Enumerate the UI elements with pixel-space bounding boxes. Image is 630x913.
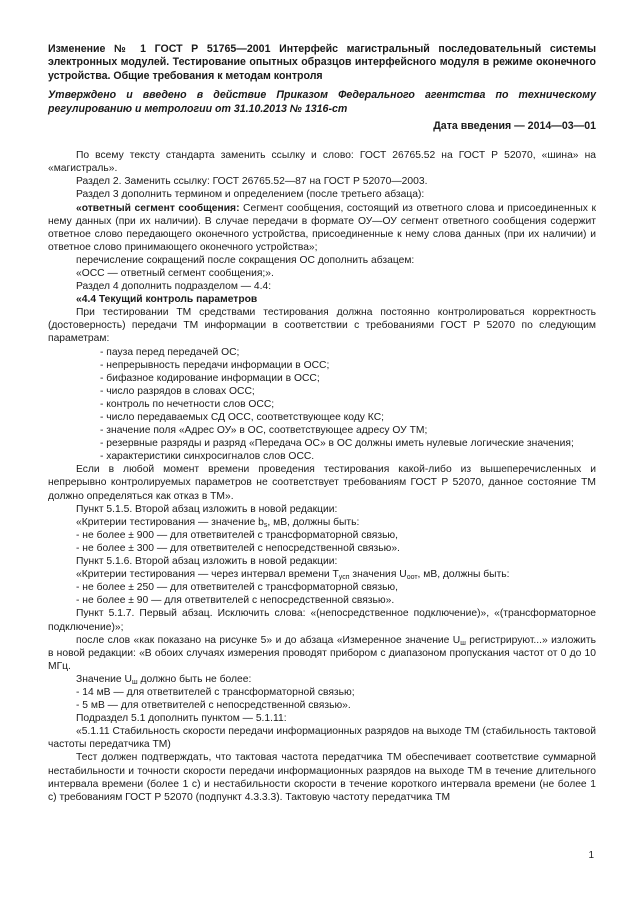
paragraph: Пункт 5.1.5. Второй абзац изложить в новой редакции: — [76, 503, 338, 515]
paragraph: Раздел 3 дополнить термином и определением (после третьего абзаца): — [76, 189, 425, 201]
list-item: - значение поля «Адрес ОУ» в ОС, соответствующее адресу ОУ ТМ; — [100, 425, 428, 437]
paragraph: «ОСС — ответный сегмент сообщения;». — [76, 267, 274, 279]
paragraph: Пункт 5.1.7. Первый абзац. Исключить слова: «(непосредственное подключение)», «(трансформаторное подключение)»; — [48, 608, 596, 633]
paragraph: «5.1.11 Стабильность скорости передачи информационных разрядов на выходе ТМ (стабильность тактовой частоты передатчика ТМ) — [48, 726, 596, 751]
term-definition — [48, 202, 596, 254]
approval-statement: Утверждено и введено в действие Приказом Федерального агентства по техническому регулированию и метрологии от 31.10.2013 № 1316-ст — [48, 89, 596, 115]
paragraph: «Критерии тестирования — значение $b_s$, мВ, должны быть: — [76, 516, 360, 529]
list-item: - характеристики синхросигналов слов ОСС. — [100, 451, 315, 463]
amendment-title: Изменение № 1 ГОСТ Р 51765—2001 Интерфейс магистральный последовательный системы электронных модулей. Тестирование опытных образцов интерфейсного модуля в режиме оконечного устройства. Общие требования к методам контроля — [48, 43, 596, 82]
list-item: - бифазное кодирование информации в ОСС; — [100, 372, 320, 384]
definition: Сегмент сообщения, состоящий из ответного слова и присоединенных к нему данных (при их наличии). В случае передачи в формате ОУ—ОУ сегмент ответного сообщения содержит ответное слово передающего оконечного устройства, присоединенные к нему слова данных (при их наличии) и ответное слово принимающего оконечного устройства»; — [48, 202, 596, 253]
list-item: - пауза перед передачей ОС; — [100, 346, 240, 358]
term: «ответный сегмент сообщения: — [76, 202, 240, 214]
paragraph: Раздел 2. Заменить ссылку: ГОСТ 26765.52—87 на ГОСТ Р 52070—2003. — [76, 176, 428, 188]
paragraph: - не более ± 900 — для ответвителей с трансформаторной связью, — [76, 529, 399, 541]
paragraph: Тест должен подтверждать, что тактовая частота передатчика ТМ обеспечивает соответствие суммарной нестабильности и точности скорости передачи информационных разрядов на выходе ТМ в течение длительного интервала времени (более 1 с) и нестабильности скорости в течение короткого интервала времени (не более 1 с) требованиям ГОСТ Р 52070 (подпункт 4.3.3.3). Тактовую частоту передатчика ТМ — [48, 752, 596, 803]
paragraph: Если в любой момент времени проведения тестирования какой-либо из вышеперечисленных и непрерывно контролируемых параметров не соответствует требованиям ГОСТ Р 52070, данное состояние ТМ должно определяться как отказ в ТМ». — [48, 464, 596, 502]
paragraph: после слов «как показано на рисунке 5» и до абзаца «Измеренное значение $U_ш$ регистрируют...» изложить в новой редакции: «В обоих случаях измерения проводят прибором с диапазоном пропускания частот от 0 до 10 МГц. — [48, 634, 596, 672]
parameter-list — [48, 346, 596, 464]
paragraph: - 5 мВ — для ответвителей с непосредственной связью». — [76, 700, 351, 712]
page-number: 1 — [588, 850, 594, 861]
paragraph: Значение $U_ш$ должно быть не более: — [76, 673, 252, 686]
paragraph: - не более ± 90 — для ответвителей с непосредственной связью». — [76, 595, 395, 607]
list-item: - резервные разряды и разряд «Передача ОС» в ОС должны иметь нулевые логические значения; — [100, 438, 574, 450]
paragraph: «Критерии тестирования — через интервал времени $Т_{усп}$ значения $U_{оот}$, мВ, должны быть: — [76, 569, 510, 582]
paragraph: - не более ± 300 — для ответвителей с непосредственной связью». — [76, 542, 400, 554]
list-item: - число передаваемых СД ОСС, соответствующее коду КС; — [100, 412, 384, 423]
effective-date: Дата введения — 2014—03—01 — [433, 120, 596, 133]
paragraph: - 14 мВ — для ответвителей с трансформаторной связью; — [76, 686, 355, 698]
list-item: - непрерывность передачи информации в ОСС; — [100, 359, 330, 371]
subsection-heading: «4.4 Текущий контроль параметров — [76, 294, 258, 306]
paragraph: По всему тексту стандарта заменить ссылку и слово: ГОСТ 26765.52 на ГОСТ Р 52070, «шина» на «магистраль». — [48, 150, 596, 175]
paragraph: Раздел 4 дополнить подразделом — 4.4: — [76, 281, 272, 293]
paragraph: При тестировании ТМ средствами тестирования должна постоянно контролироваться корректность (достоверность) передачи ТМ информации в соответствии с требованиями ГОСТ Р 52070 по следующим параметрам: — [48, 307, 596, 345]
paragraph: Пункт 5.1.6. Второй абзац изложить в новой редакции: — [76, 556, 338, 568]
list-item: - контроль по нечетности слов ОСС; — [100, 398, 275, 410]
paragraph: - не более ± 250 — для ответвителей с трансформаторной связью, — [76, 582, 399, 594]
paragraph: Подраздел 5.1 дополнить пунктом — 5.1.11: — [76, 713, 287, 725]
list-item: - число разрядов в словах ОСС; — [100, 385, 255, 397]
paragraph: перечисление сокращений после сокращения ОС дополнить абзацем: — [76, 254, 415, 266]
